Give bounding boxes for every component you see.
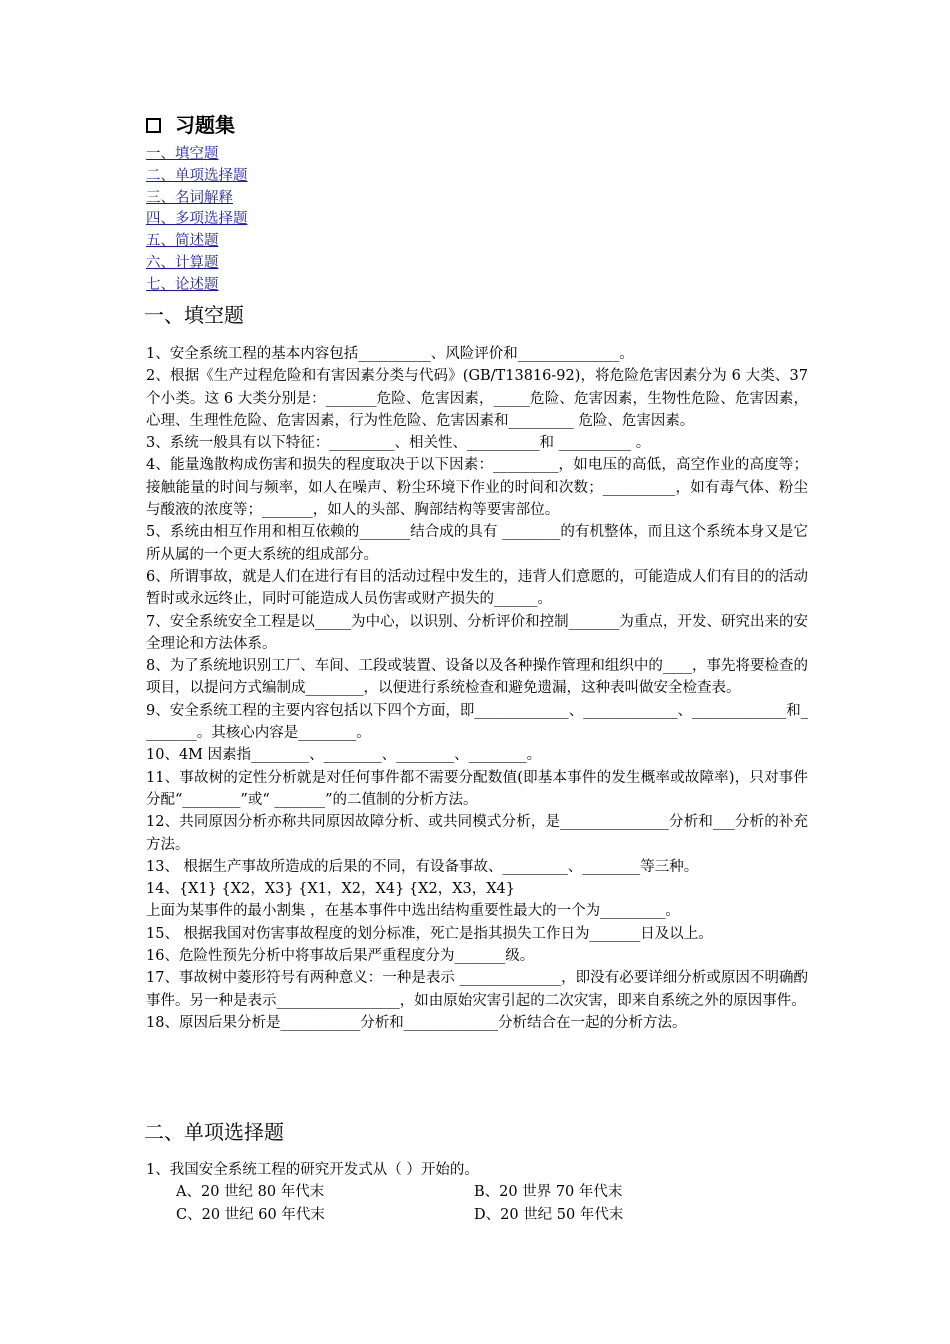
section-title-single-choice: 二、单项选择题 [144, 1120, 284, 1144]
question-item: 14、{X1} {X2，X3} {X1，X2，X4} {X2，X3，X4} [146, 881, 516, 898]
question-item: 9、安全系统工程的主要内容包括以下四个方面，即_____________、_____________、_____________和________。其核心内容是________。 [146, 702, 808, 742]
option-a: A、20 世纪 80 年代末 [176, 1184, 325, 1201]
question-item: 6、所谓事故，就是人们在进行有目的活动过程中发生的，违背人们意愿的，可能造成人们有目的的活动暂时或永远终止，同时可能造成人员伤害或财产损失的______。 [146, 568, 808, 608]
option-b: B、20 世界 70 年代末 [474, 1184, 623, 1201]
document-title-text: 习题集 [175, 113, 235, 137]
toc-item [146, 209, 248, 231]
question-item: 13、 根据生产事故所造成的后果的不同，有设备事故、_________、________等三种。 [146, 858, 699, 875]
question-item: 5、系统由相互作用和相互依赖的_______结合成的具有 ________的有机整体，而且这个系统本身又是它所从属的一个更大系统的组成部分。 [146, 524, 808, 563]
option-row [146, 1204, 808, 1226]
question-item: 8、为了系统地识别工厂、车间、工段或装置、设备以及各种操作管理和组织中的____，事先将要检查的项目，以提问方式编制成________，以便进行系统检查和避免遗漏，这种表叫做安全检查表。 [146, 658, 808, 697]
document-title [146, 110, 235, 140]
toc-item [146, 253, 248, 275]
toc-item [146, 144, 248, 166]
choice-question-text: 1、我国安全系统工程的研究开发式从（ ）开始的。 [146, 1162, 479, 1178]
toc-link-calculation[interactable]: 六、计算题 [146, 254, 219, 271]
question-item: 4、能量逸散构成伤害和损失的程度取决于以下因素：_________，如电压的高低，高空作业的高度等；接触能量的时间与频率，如人在噪声、粉尘环境下作业的时间和次数；__________，如有毒气体、粉尘与酸液的浓度等；_______，如人的头部、胸部结构等要害部位。 [146, 457, 808, 519]
question-item: 17、事故树中菱形符号有两种意义：一种是表示 ______________，即没有必要详细分析或原因不明确酌事件。另一种是表示_________________，如由原始灾害引起的二次灾害，即来自系统之外的原因事件。 [146, 970, 808, 1009]
question-item: 2、根据《生产过程危险和有害因素分类与代码》(GB/T13816-92)，将危险危害因素分为 6 大类、37 个小类。这 6 大类分别是：_______危险、危害因素，_____危险、危害因素，生物性危险、危害因素，心理、生理性危险、危害因素，行为性危险、危害因素和_________ 危险、危害因素。 [146, 368, 808, 429]
choice-question [146, 1159, 808, 1226]
fill-question-list [146, 343, 808, 1034]
question-item: 7、安全系统安全工程是以_____为中心，以识别、分析评价和控制_______为重点，开发、研究出来的安全理论和方法体系。 [146, 613, 808, 652]
question-item: 3、系统一般具有以下特征：_________、相关性、__________和 __________ 。 [146, 435, 651, 452]
toc-link-terms[interactable]: 三、名词解释 [146, 189, 233, 206]
option-c: C、20 世纪 60 年代末 [176, 1206, 325, 1223]
toc-link-multi-choice[interactable]: 四、多项选择题 [146, 211, 248, 228]
checkbox-square-icon [146, 118, 161, 133]
toc-link-short-answer[interactable]: 五、简述题 [146, 233, 219, 250]
question-item: 1、安全系统工程的基本内容包括__________、风险评价和______________。 [146, 346, 634, 362]
toc-link-single-choice[interactable]: 二、单项选择题 [146, 167, 248, 184]
toc-item [146, 166, 248, 188]
table-of-contents [146, 144, 248, 297]
question-item: 11、事故树的定性分析就是对任何事件都不需要分配数值(即基本事件的发生概率或故障率)，只对事件分配“________”或“ _______”的二值制的分析方法。 [146, 769, 808, 808]
question-item: 12、共同原因分析亦称共同原因故障分析、或共同模式分析，是_______________分析和___分析的补充方法。 [146, 814, 808, 853]
question-item: 上面为某事件的最小割集 ，在基本事件中选出结构重要性最大的一个为_________。 [146, 903, 680, 920]
toc-link-fill[interactable]: 一、填空题 [146, 146, 219, 162]
toc-link-essay[interactable]: 七、论述题 [146, 276, 219, 293]
toc-item [146, 231, 248, 253]
section-title-fill: 一、填空题 [144, 303, 244, 327]
option-d: D、20 世纪 50 年代末 [474, 1206, 624, 1223]
toc-item [146, 188, 248, 210]
question-item: 18、原因后果分析是___________分析和_____________分析结合在一起的分析方法。 [146, 1014, 687, 1031]
question-item: 10、4M 因素指________、________、________、________。 [146, 747, 542, 764]
question-item: 16、危险性预先分析中将事故后果严重程度分为_______级。 [146, 948, 535, 965]
question-item: 15、 根据我国对伤害事故程度的划分标准，死亡是指其损失工作日为_______日及以上。 [146, 925, 713, 942]
toc-item [146, 275, 248, 297]
option-row [146, 1181, 808, 1203]
